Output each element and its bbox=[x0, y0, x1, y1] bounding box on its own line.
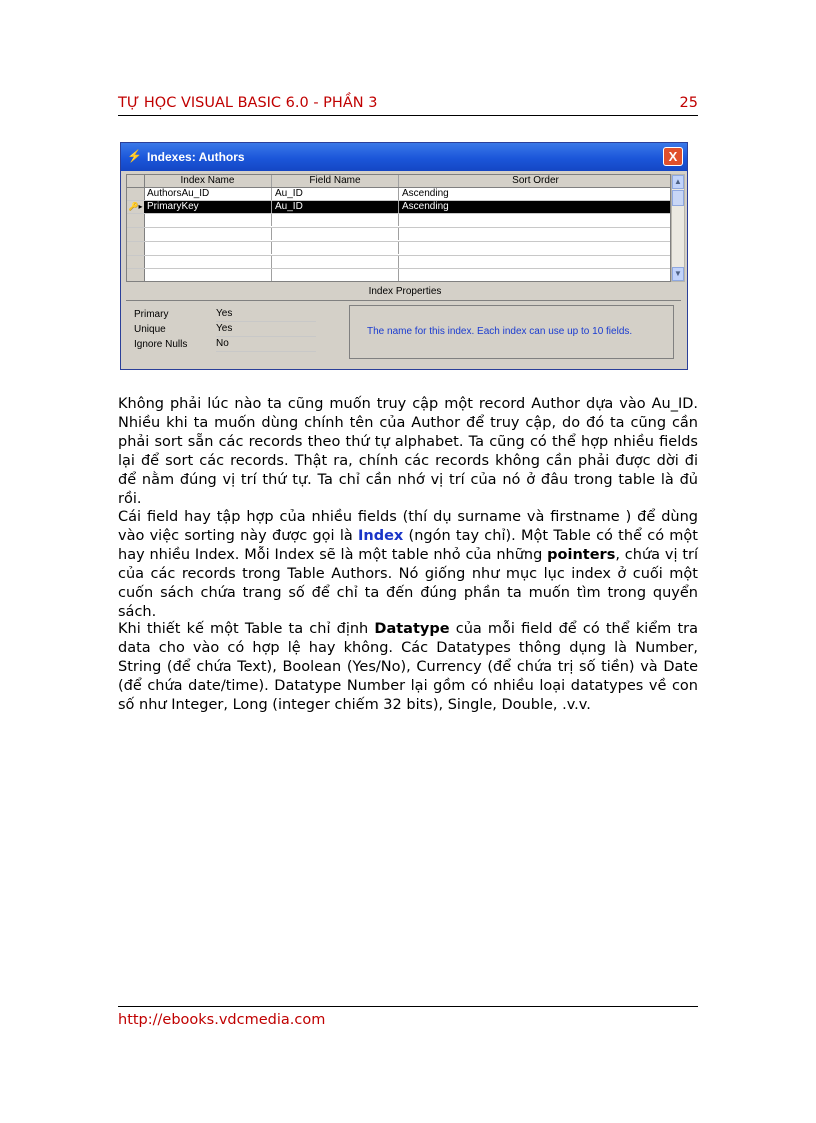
sort-order-cell[interactable] bbox=[399, 214, 671, 226]
index-properties-title: Index Properties bbox=[368, 286, 442, 297]
paragraph-1: Không phải lúc nào ta cũng muốn truy cập một record Author dựa vào Au_ID. Nhiều khi ta muốn dùng chính tên của Author để truy cập, do đó ta cũng cần phải sort sẵn các records theo thứ tự alphabet. Ta cũng có thể hợp nhiều fields lại để sort các records. Thật ra, chính các records không cần phải được dời đi để nằm đúng vị trí thứ tự. Ta chỉ cần nhớ vị trí của nó ở đâu trong table là đủ rồi. bbox=[118, 396, 698, 507]
lightning-icon: ⚡ bbox=[127, 149, 142, 163]
index-name-cell[interactable] bbox=[144, 214, 272, 226]
row-selector-key[interactable]: 🔑▸ bbox=[127, 201, 145, 213]
property-label-ignore-nulls: Ignore Nulls bbox=[134, 339, 188, 350]
field-name-cell[interactable] bbox=[272, 228, 399, 240]
table-row[interactable] bbox=[127, 214, 671, 228]
column-header-field-name[interactable]: Field Name bbox=[272, 175, 399, 187]
index-name-cell[interactable] bbox=[144, 256, 272, 268]
sort-order-cell[interactable] bbox=[399, 256, 671, 268]
field-name-cell[interactable]: Au_ID bbox=[272, 201, 399, 213]
scroll-thumb[interactable] bbox=[672, 190, 684, 206]
field-name-cell[interactable] bbox=[272, 242, 399, 254]
term-datatype: Datatype bbox=[374, 621, 450, 637]
sort-order-cell[interactable] bbox=[399, 242, 671, 254]
property-value-ignore-nulls[interactable]: No bbox=[216, 338, 316, 352]
row-selector[interactable] bbox=[127, 269, 145, 281]
sort-order-cell[interactable]: Ascending bbox=[402, 188, 449, 199]
field-name-cell[interactable]: Au_ID bbox=[272, 188, 399, 200]
row-selector-corner bbox=[127, 175, 145, 187]
field-name-cell[interactable] bbox=[272, 214, 399, 226]
paragraph-2 bbox=[118, 508, 698, 622]
close-button[interactable]: X bbox=[663, 147, 683, 166]
row-selector[interactable] bbox=[127, 242, 145, 255]
grid-header-row bbox=[127, 175, 671, 188]
footer-url[interactable]: http://ebooks.vdcmedia.com bbox=[118, 1012, 326, 1028]
row-selector[interactable] bbox=[127, 256, 145, 268]
table-row[interactable] bbox=[127, 188, 671, 201]
help-text: The name for this index. Each index can use up to 10 fields. bbox=[367, 326, 633, 337]
row-selector[interactable] bbox=[127, 214, 145, 227]
index-name-cell[interactable] bbox=[144, 269, 272, 281]
table-row[interactable] bbox=[127, 269, 671, 282]
table-row-selected[interactable] bbox=[127, 201, 671, 214]
index-name-cell[interactable]: AuthorsAu_ID bbox=[144, 188, 272, 200]
row-selector[interactable] bbox=[127, 228, 145, 241]
row-selector[interactable] bbox=[127, 188, 145, 200]
column-header-sort-order[interactable]: Sort Order bbox=[512, 175, 559, 186]
paragraph-2-text-b: (ngón tay chỉ). Một Table có thể có một hay nhiều Index. Mỗi Index sẽ là một table nhỏ của những bbox=[118, 528, 698, 563]
term-pointers: pointers bbox=[547, 547, 616, 563]
indexes-dialog bbox=[120, 142, 688, 370]
scroll-up-icon[interactable]: ▲ bbox=[672, 175, 684, 189]
field-name-cell[interactable] bbox=[272, 269, 399, 281]
dialog-title: Indexes: Authors bbox=[147, 150, 245, 164]
table-row[interactable] bbox=[127, 256, 671, 269]
table-row[interactable] bbox=[127, 228, 671, 242]
property-value-unique[interactable]: Yes bbox=[216, 323, 316, 337]
table-row[interactable] bbox=[127, 242, 671, 256]
column-header-index-name[interactable]: Index Name bbox=[144, 175, 272, 187]
index-name-cell[interactable] bbox=[144, 242, 272, 254]
sort-order-cell[interactable] bbox=[399, 269, 671, 281]
page-header bbox=[118, 93, 698, 116]
property-label-unique: Unique bbox=[134, 324, 166, 335]
index-properties-panel bbox=[126, 300, 681, 362]
sort-order-cell[interactable]: Ascending bbox=[399, 201, 671, 213]
paragraph-3 bbox=[118, 620, 698, 715]
property-label-primary: Primary bbox=[134, 309, 169, 320]
index-name-cell[interactable] bbox=[144, 228, 272, 240]
paragraph-3-text-a: Khi thiết kế một Table ta chỉ định bbox=[118, 621, 375, 637]
scroll-down-icon[interactable]: ▼ bbox=[672, 267, 684, 281]
term-index: Index bbox=[358, 528, 404, 544]
sort-order-cell[interactable] bbox=[399, 228, 671, 240]
dialog-titlebar bbox=[121, 143, 687, 171]
property-help-box bbox=[349, 305, 674, 359]
paragraph-3-text-b: của mỗi field để có thể kiểm tra data cho vào có hợp lệ hay không. Các Datatypes thông dụng là Number, String (để chứa Text), Boolean (Yes/No), Currency (để chứa trị số tiền) và Date (để chứa date/time). Datatype Number lại gồm có nhiều loại datatypes về con số như Integer, Long (integer chiếm 32 bits), Single, Double, .v.v. bbox=[118, 621, 698, 713]
index-name-cell[interactable]: PrimaryKey bbox=[144, 201, 272, 213]
vertical-scrollbar[interactable] bbox=[671, 174, 685, 282]
index-grid bbox=[126, 174, 671, 282]
paragraph-2-text-a: Cái field hay tập hợp của nhiều fields (thí dụ surname và firstname ) để dùng vào việc sorting này được gọi là bbox=[118, 509, 698, 544]
header-title: TỰ HỌC VISUAL BASIC 6.0 - PHẦN 3 bbox=[118, 95, 378, 111]
property-value-primary[interactable]: Yes bbox=[216, 308, 316, 322]
page-number: 25 bbox=[679, 95, 698, 111]
paragraph-2-text-c: , chứa vị trí của các records trong Table Authors. Nó giống như mục lục index ở cuối một cuốn sách chứa trang số để chỉ ta đến đúng phần ta muốn tìm trong quyển sách. bbox=[118, 547, 698, 620]
page-footer bbox=[118, 1006, 698, 1028]
field-name-cell[interactable] bbox=[272, 256, 399, 268]
